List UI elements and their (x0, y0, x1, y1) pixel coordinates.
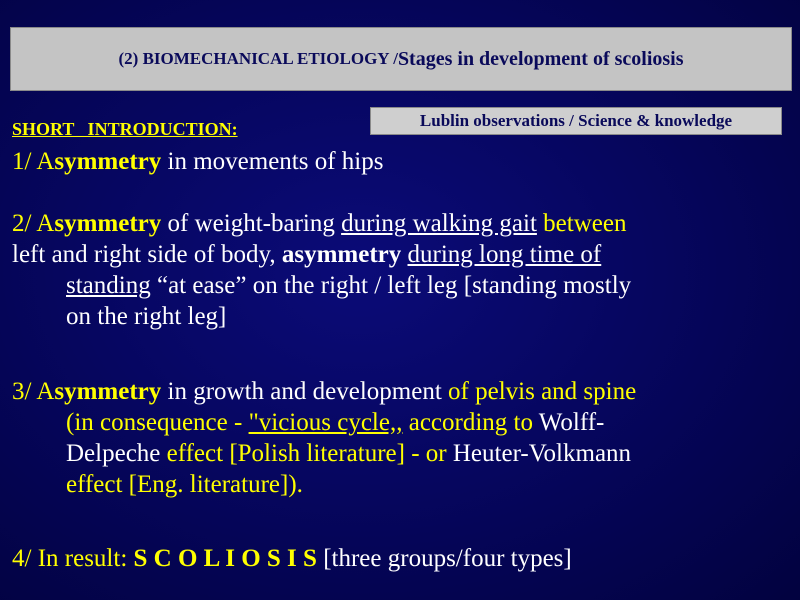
point-2-underline-1: during walking gait (341, 210, 537, 237)
point-2-bold-1: symmetry (54, 210, 162, 237)
point-3-white-3: Heuter-Volkmann (452, 440, 632, 467)
point-2-text-5: “at ease” on the right / left leg [standing mostly (150, 272, 632, 299)
point-4 (12, 543, 572, 574)
point-1-text: in movements of hips (161, 148, 384, 175)
point-2-bold-2: asymmetry (281, 241, 402, 268)
point-2-number: 2/ A (12, 210, 55, 237)
point-2 (12, 208, 800, 332)
point-3-white-1: Wolff- (538, 409, 605, 436)
point-2-underline-2: during long time of (407, 241, 602, 268)
point-3-line-3 (12, 438, 800, 469)
point-1-bold: symmetry (54, 148, 162, 175)
point-2-line-4 (12, 301, 800, 332)
intro-heading: SHORT INTRODUCTION: (12, 119, 238, 139)
point-3 (12, 376, 800, 500)
point-4-number: 4/ (12, 545, 32, 572)
point-4-lead: In result: (31, 545, 134, 572)
point-3-yellow-4: effect [Polish literature] - or (160, 440, 453, 467)
point-3-yellow-3: according to (402, 409, 539, 436)
point-3-line-1 (12, 376, 800, 407)
source-tag-box (370, 107, 782, 135)
point-1-number: 1/ A (12, 148, 55, 175)
point-3-number: 3/ A (12, 378, 55, 405)
point-3-line-2 (12, 407, 800, 438)
point-3-underline: "vicious cycle,, (248, 409, 403, 436)
point-2-text-2: between (536, 210, 627, 237)
title-part-2: Stages in development of scoliosis (397, 47, 684, 70)
point-3-white-2: Delpeche (66, 440, 161, 467)
point-3-yellow-1: of pelvis and spine (448, 378, 637, 405)
point-3-yellow-2: (in consequence - (66, 409, 249, 436)
point-2-text-1: of weight-baring (161, 210, 342, 237)
point-2-line-1 (12, 208, 800, 239)
point-3-yellow-5: effect [Eng. literature]). (66, 471, 303, 498)
point-1 (12, 146, 384, 177)
point-2-underline-3: standing (66, 272, 151, 299)
point-3-bold: symmetry (54, 378, 162, 405)
point-4-bold: S C O L I O S I S (133, 545, 317, 572)
title-part-1: (2) BIOMECHANICAL ETIOLOGY / (118, 49, 398, 68)
point-4-text: [three groups/four types] (316, 545, 572, 572)
slide-title-box (10, 27, 792, 91)
point-2-line-2 (12, 239, 800, 270)
point-2-text-3: left and right side of body, (12, 241, 282, 268)
point-2-line-3 (12, 270, 800, 301)
point-2-text-6: on the right leg] (66, 303, 227, 330)
point-3-line-4 (12, 469, 800, 500)
source-tag-label: Lublin observations / Science & knowledge (419, 111, 733, 130)
point-3-text-1: in growth and development (161, 378, 449, 405)
